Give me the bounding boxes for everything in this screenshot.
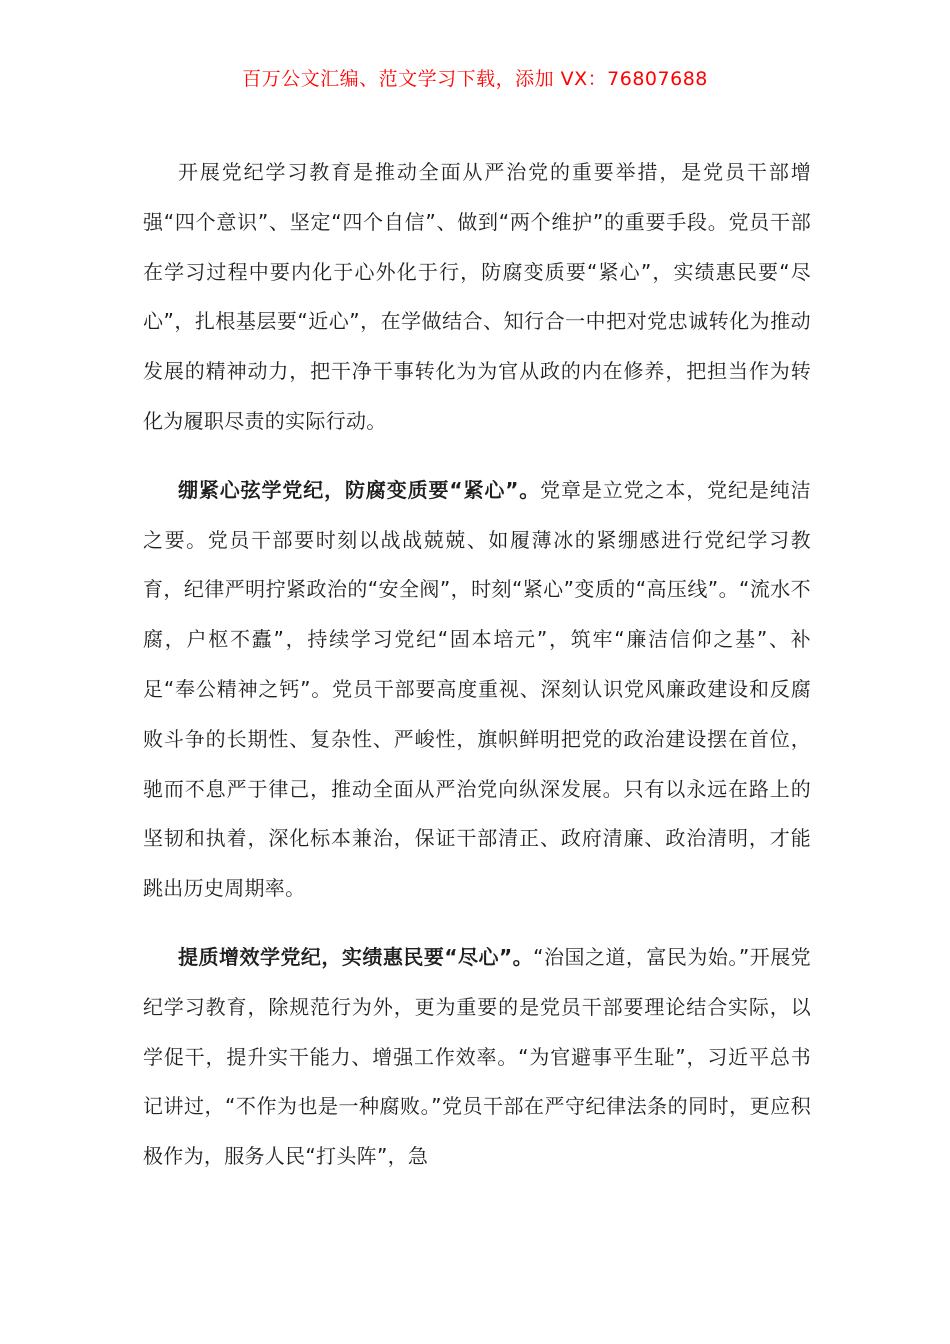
paragraph-section-1 xyxy=(143,466,811,914)
paragraph-lead: 绷紧心弦学党纪，防腐变质要“紧心”。 xyxy=(178,477,541,502)
paragraph-section-2 xyxy=(143,933,811,1182)
paragraph-intro xyxy=(143,148,811,447)
paragraph-text: 党章是立党之本，党纪是纯洁之要。党员干部要时刻以战战兢兢、如履薄冰的紧绷感进行党纪学习教育，纪律严明拧紧政治的“安全阀”，时刻“紧心”变质的“高压线”。“流水不腐，户枢不蠹”，持续学习党纪“固本培元”，筑牢“廉洁信仰之基”、补足“奉公精神之钙”。党员干部要高度重视、深刻认识党风廉政建设和反腐败斗争的长期性、复杂性、严峻性，旗帜鲜明把党的政治建设摆在首位，驰而不息严于律己，推动全面从严治党向纵深发展。只有以永远在路上的坚韧和执着，深化标本兼治，保证干部清正、政府清廉、政治清明，才能跳出历史周期率。 xyxy=(143,477,811,901)
paragraph-text: “治国之道，富民为始。”开展党纪学习教育，除规范行为外，更为重要的是党员干部要理论结合实际，以学促干，提升实干能力、增强工作效率。“为官避事平生耻”，习近平总书记讲过，“不作为也是一种腐败。”党员干部在严守纪律法条的同时，更应积极作为，服务人民“打头阵”，急 xyxy=(143,944,811,1169)
document-body xyxy=(143,148,811,1201)
paragraph-lead: 提质增效学党纪，实绩惠民要“尽心”。 xyxy=(178,944,534,969)
paragraph-text: 开展党纪学习教育是推动全面从严治党的重要举措，是党员干部增强“四个意识”、坚定“四个自信”、做到“两个维护”的重要手段。党员干部在学习过程中要内化于心外化于行，防腐变质要“紧心”，实绩惠民要“尽心”，扎根基层要“近心”，在学做结合、知行合一中把对党忠诚转化为推动发展的精神动力，把干净干事转化为为官从政的内在修养，把担当作为转化为履职尽责的实际行动。 xyxy=(143,160,811,433)
watermark-header: 百万公文汇编、范文学习下载，添加 VX：76807688 xyxy=(242,68,708,90)
